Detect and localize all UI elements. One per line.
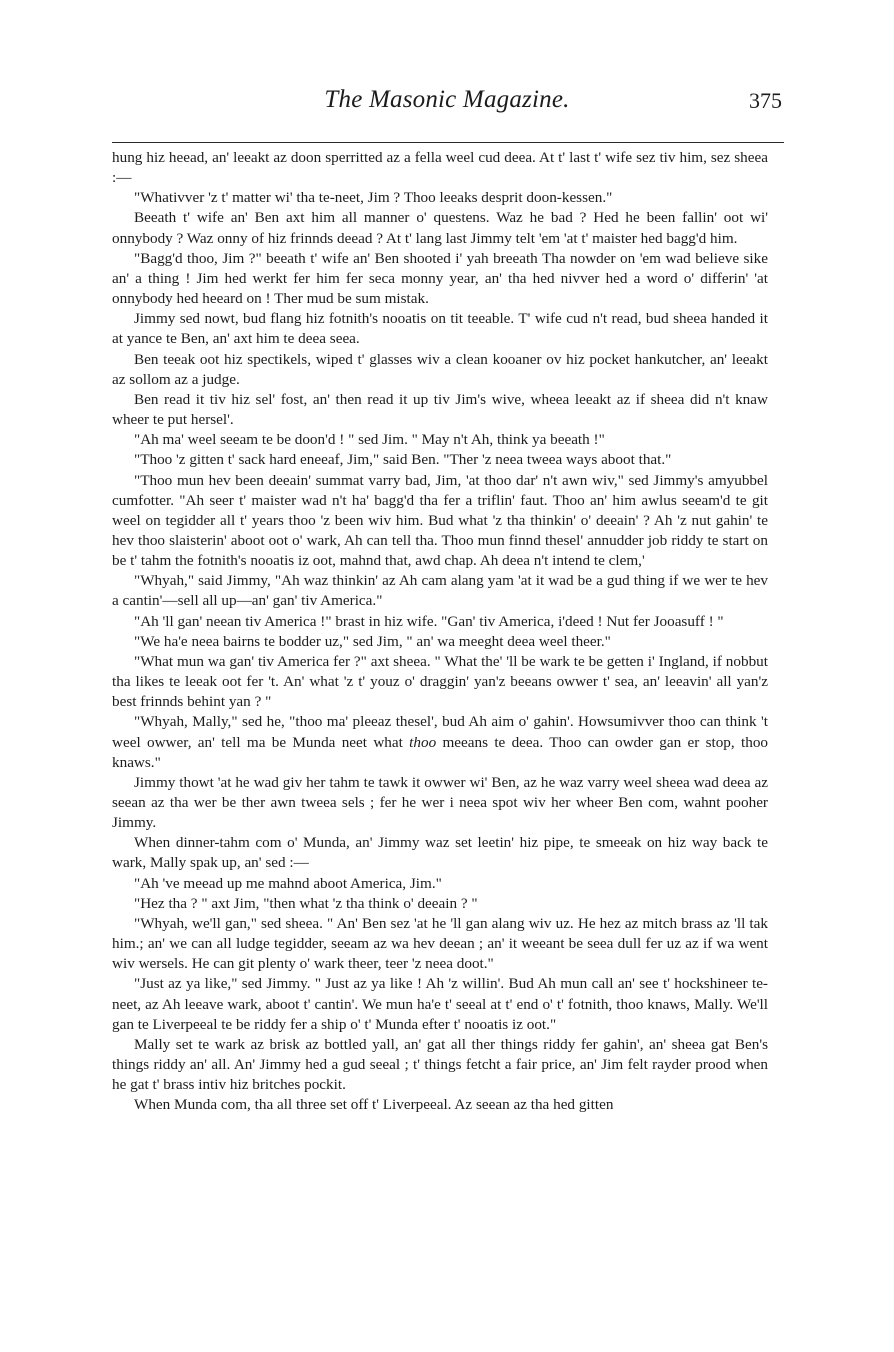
paragraph: When Munda com, tha all three set off t' Liverpeeal. Az seean az tha hed gitten [134,1096,614,1114]
paragraph: Beeath t' wife an' Ben axt him all manner o' questens. Waz he bad ? Hed he been fallin' oot wi' onnybody ? Waz onny of hiz frinnds deead ? At t' lang last Jimmy telt 'em 'at t' maister hed bagg'd him. [112,209,768,247]
running-head [0,86,894,126]
paragraph: "Ah 'll gan' neean tiv America !" brast in hiz wife. "Gan' tiv America, i'deed ! Nut fer Jooasuff ! " [134,612,724,630]
paragraph: "Thoo mun hev been deeain' summat varry bad, Jim, 'at thoo dar' n't awn wiv," sed Jimmy's amyubbel cumfotter. "Ah seer t' maister wad n't ha' bagg'd tha fer a triflin' faut. Thoo an' him awlus seeam'd te git weel on tegidder all t' years thoo 'z been wiv him. Bud what 'z tha thinkin' o' deeain' ? Ah 'z nut gahin' te hev thoo slaisterin' aboot oot o' wark, Ah can tell tha. Thoo mun finnd thesel' annudder job riddy te start on be t' tahm the fotnith's nooatis iz oot, mahnd that, awd chap. Ah deea n't intend te clem,' [112,471,768,570]
paragraph: Jimmy thowt 'at he wad giv her tahm te tawk it owwer wi' Ben, az he waz varry weel sheea wad deea az seean az tha wer be ther awn tweea sels ; fer he wer i neea spot wiv her wheer Ben com, wahnt pooher Jimmy. [112,773,768,832]
paragraph: "Ah 've meead up me mahnd aboot America, Jim." [134,874,442,892]
paragraph: "Bagg'd thoo, Jim ?" beeath t' wife an' Ben shooted i' yah breeath Tha nowder on 'em wad believe sike an' a thing ! Jim hed werkt fer him fer seca monny year, an' tha hed nivver hed a word o' differin' 'at onnybody hed heeard on ! Ther mud be sum mistak. [112,249,768,308]
journal-title: The Masonic Magazine. [324,86,570,113]
paragraph: "We ha'e neea bairns te bodder uz," sed Jim, " an' wa meeght deea weel theer." [134,632,611,650]
paragraph: "Whyah, we'll gan," sed sheea. " An' Ben sez 'at he 'll gan alang wiv uz. He hez az mitch brass az 'll tak him.; an' we can all ludge tegidder, seeam az wa hev deean ; an' it weeant be seea dull fer uz az if wa went wiv wersels. He can git plenty o' wark theer, teer 'z neea doot." [112,914,768,973]
paragraph-with-emphasis: "Whyah, Mally," sed he, "thoo ma' pleeaz thesel', bud Ah aim o' gahin'. Howsumivver thoo can think 't weel owwer, an' tell ma be Munda neet what thoo meeans te deea. Thoo can owder gan er stop, thoo knaws." [112,713,769,771]
paragraph: Ben read it tiv hiz sel' fost, an' then read it up tiv Jim's wive, wheea leeakt az if sheea did n't knaw wheer te put hersel'. [112,390,768,429]
article-body [112,148,768,1116]
paragraph: Jimmy sed nowt, bud flang hiz fotnith's nooatis on tit teeable. T' wife cud n't read, bud sheea handed it at yance te Ben, an' axt him te deea seea. [112,310,768,348]
paragraph: "Thoo 'z gitten t' sack hard eneeaf, Jim," said Ben. "Ther 'z neea tweea ways aboot that." [134,451,672,469]
paragraph: When dinner-tahm com o' Munda, an' Jimmy waz set leetin' hiz pipe, te smeeak on hiz way back te wark, Mally spak up, an' sed :— [112,834,768,872]
header-rule [112,142,784,143]
paragraph: "Whyah," said Jimmy, "Ah waz thinkin' az Ah cam alang yam 'at it wad be a gud thing if we wer te hev a cantin'—sell all up—an' gan' tiv America." [112,572,768,610]
page-number: 375 [749,88,782,113]
paragraph: Mally set te wark az brisk az bottled yall, an' gat all ther things riddy fer gahin', an' sheea gat Ben's things riddy an' all. An' Jimmy hed a gud seeal ; t' things fetcht a fair price, an' Jim felt rayder prood when he gat t' brass intiv hiz britches pockit. [112,1035,768,1094]
paragraph: "What mun wa gan' tiv America fer ?" axt sheea. " What the' 'll be wark te be getten i' Ingland, if nobbut tha likes te leeak oot fer 't. An' what 'z t' youz o' draggin' yan'z beeans owwer t' sea, an' leeavin' all yan'z best frinnds behint yan ? " [112,652,768,711]
paragraph: "Just az ya like," sed Jimmy. " Just az ya like ! Ah 'z willin'. Bud Ah mun call an' see t' hockshineer te-neet, az Ah leeave wark, aboot t' cantin'. We mun ha'e t' seeal at t' end o' t' fotnith, thoo knaws, Mally. We'll gan te Liverpeeal te be riddy fer a ship o' t' Munda efter t' nooatis iz oot." [112,975,768,1033]
paragraph: "Whativver 'z t' matter wi' tha te-neet, Jim ? Thoo leeaks desprit doon-kessen." [134,189,613,207]
paragraph: "Ah ma' weel seeam te be doon'd ! " sed Jim. " May n't Ah, think ya beeath !" [134,431,605,449]
paragraph: Ben teeak oot hiz spectikels, wiped t' glasses wiv a clean kooaner ov hiz pocket hankutcher, an' leeakt az sollom az a judge. [112,350,768,388]
paragraph: "Hez tha ? " axt Jim, "then what 'z tha think o' deeain ? " [134,894,478,912]
paragraph: hung hiz heead, an' leeakt az doon sperritted az a fella weel cud deea. At t' last t' wife sez tiv him, sez sheea :— [112,149,768,187]
